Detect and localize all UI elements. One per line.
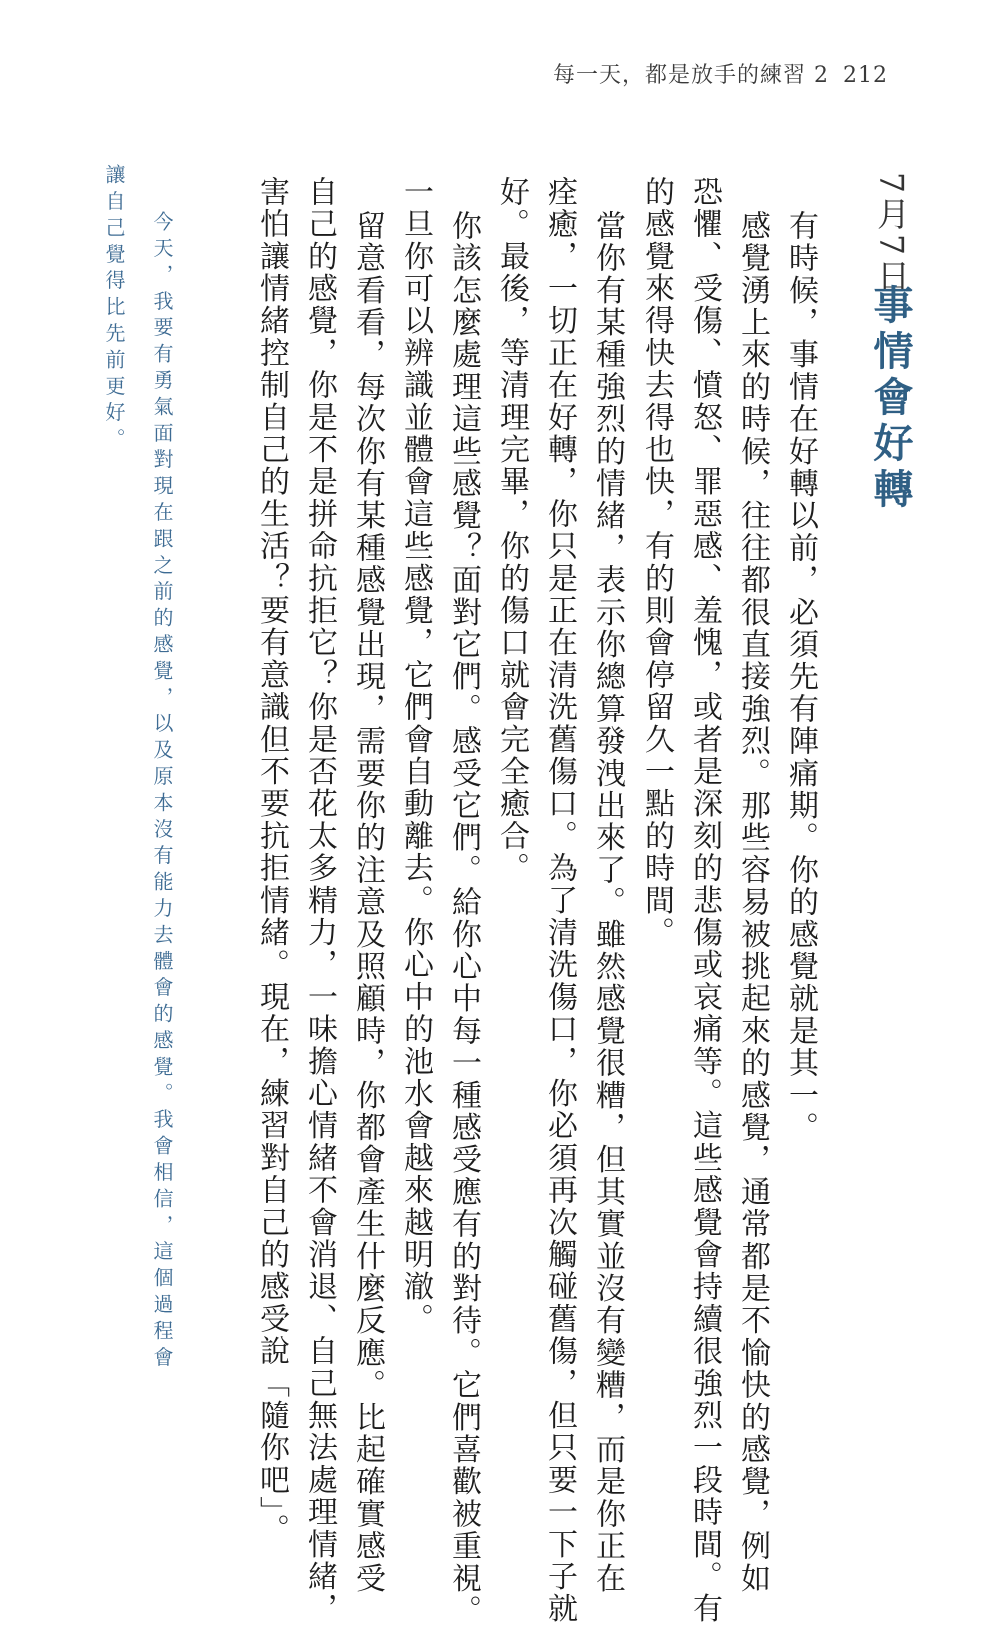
body-column-6: 痊癒，一切正在好轉，你只是正在清洗舊傷口。為了清洗傷口，你必須再次觸碰舊傷，但只要一下子就 — [542, 176, 577, 1625]
body-column-11: 自己的感覺，你是不是拼命抗拒它？你是否花太多精力，一味擔心情緒不會消退、自己無法處理情緒， — [302, 176, 337, 1625]
body-column-1: 有時候，事情在好轉以前，必須先有陣痛期。你的感覺就是其一。 — [783, 210, 818, 1144]
body-column-9: 一旦你可以辨識並體會這些感覺，它們會自動離去。你心中的池水會越來越明澈。 — [398, 176, 433, 1336]
body-column-12: 害怕讓情緒控制自己的生活？要有意識但不要抗拒情緒。現在，練習對自己的感受說「隨你吧」。 — [254, 176, 289, 1546]
body-column-7: 好。最後，等清理完畢，你的傷口就會完全癒合。 — [494, 176, 529, 885]
affirmation-column-1: 今天，我要有勇氣面對現在跟之前的感覺，以及原本沒有能力去體會的感覺。我會相信，這個過程會 — [150, 211, 174, 1373]
book-title: 每一天，都是放手的練習 2 — [553, 63, 829, 88]
body-column-8: 你該怎麼處理這些感覺？面對它們。感受它們。給你心中每一種感受應有的對待。它們喜歡被重視。 — [446, 210, 481, 1627]
body-column-10: 留意看看，每次你有某種感覺出現，需要你的注意及照顧時，你都會產生什麼反應。比起確實感受 — [350, 210, 385, 1595]
page-number: 212 — [843, 63, 888, 88]
body-column-4: 的感覺來得快去得也快，有的則會停留久一點的時間。 — [639, 176, 674, 949]
running-header — [553, 58, 888, 89]
entry-date: 7月7日 — [872, 172, 911, 296]
body-column-5: 當你有某種強烈的情緒，表示你總算發洩出來了。雖然感覺很糟，但其實並沒有變糟，而是你正在 — [590, 210, 625, 1595]
entry-title: 事情會好轉 — [867, 284, 914, 514]
affirmation-column-2: 讓自己覺得比先前更好。 — [102, 164, 126, 455]
body-column-3: 恐懼、受傷、憤怒、罪惡感、羞愧，或者是深刻的悲傷或哀痛等。這些感覺會持續很強烈一段時間。有 — [687, 176, 722, 1625]
body-column-2: 感覺湧上來的時候，往往都很直接強烈。那些容易被挑起來的感覺，通常都是不愉快的感覺，例如 — [735, 210, 770, 1595]
